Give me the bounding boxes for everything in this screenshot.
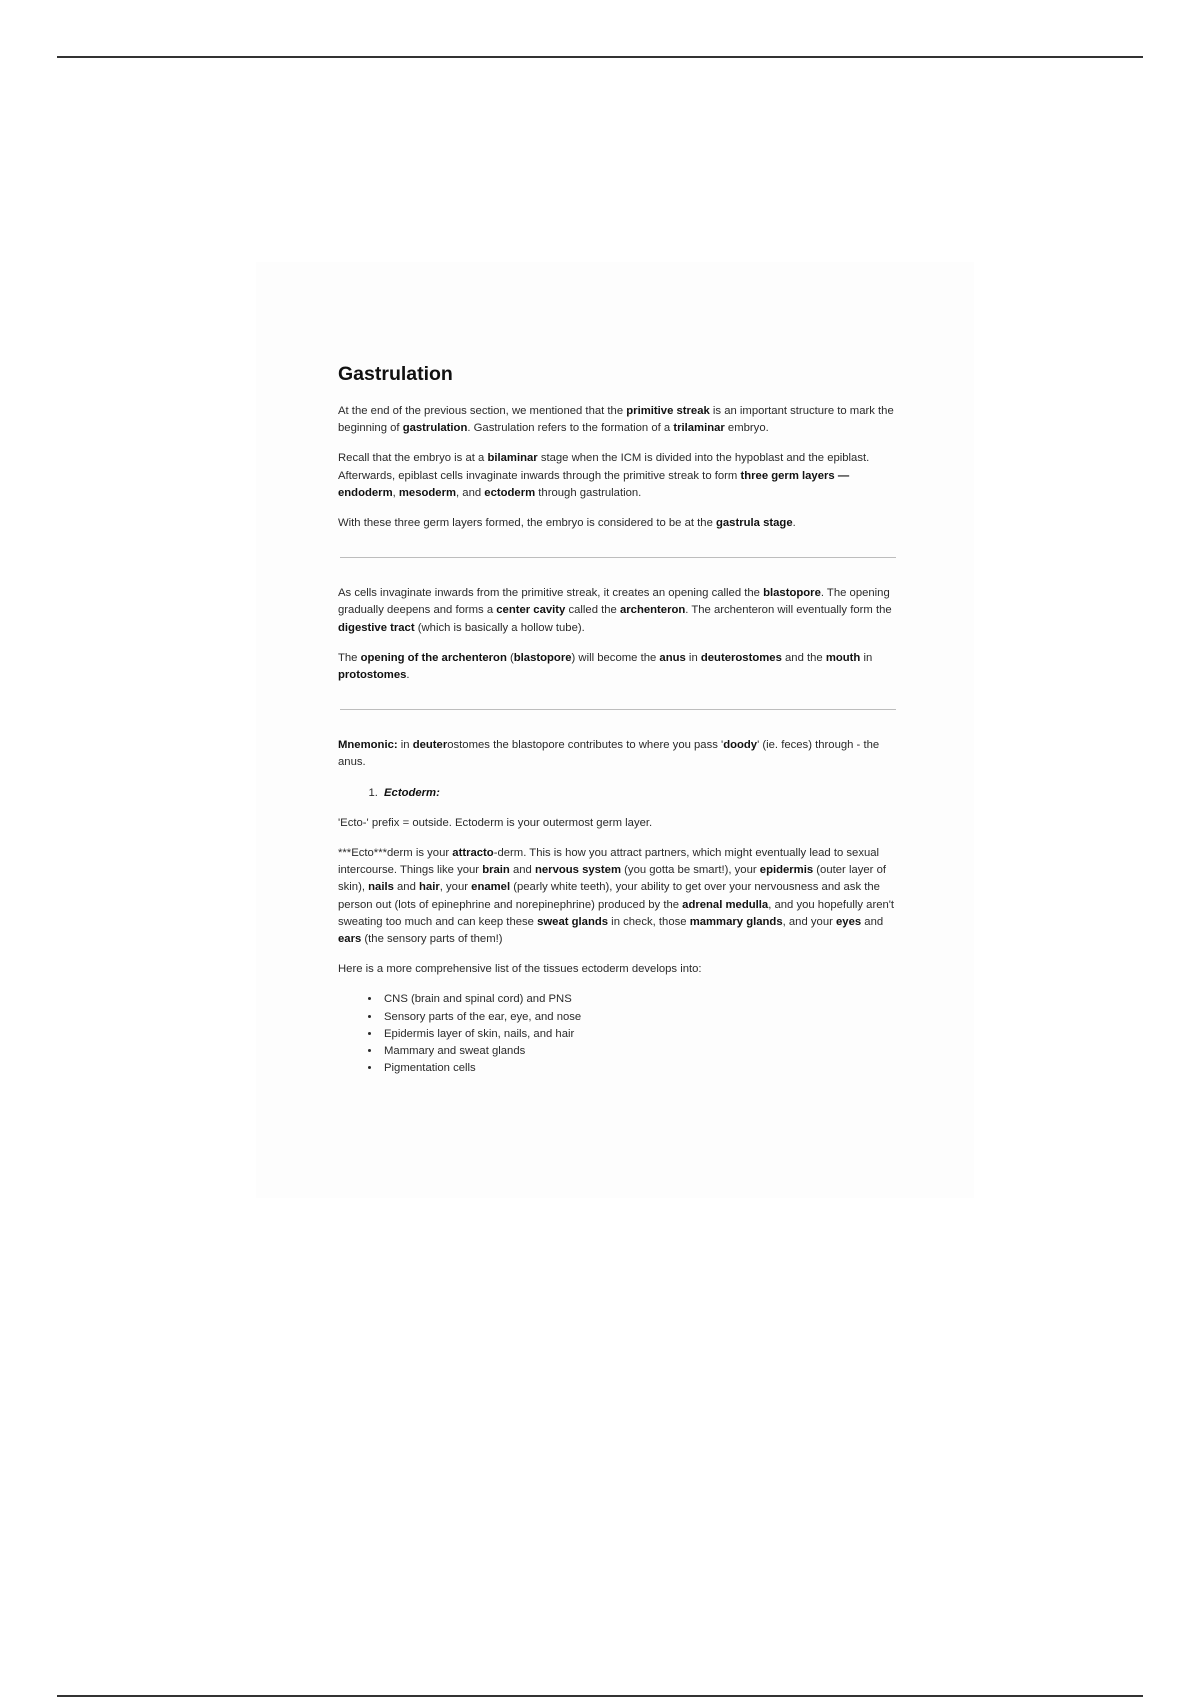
bold-term: ectoderm bbox=[484, 486, 536, 499]
bold-term: blastopore bbox=[513, 651, 572, 664]
bold-term: digestive tract bbox=[338, 621, 415, 634]
bold-term: deuter bbox=[412, 739, 448, 752]
text-run: The bbox=[338, 651, 361, 664]
bold-term: deuterostomes bbox=[700, 651, 782, 664]
text-run: . bbox=[406, 669, 410, 682]
text-run: in bbox=[860, 651, 873, 664]
paragraph-blastopore bbox=[338, 585, 898, 637]
bold-term: gastrula stage bbox=[716, 517, 793, 530]
text-run: ' (ie. feces) through - the anus. bbox=[338, 739, 880, 769]
list-item bbox=[381, 785, 898, 802]
list-item: • Pigmentation cells bbox=[381, 1060, 898, 1077]
list-item: • Epidermis layer of skin, nails, and hair bbox=[381, 1026, 898, 1043]
paragraph-attracto-derm bbox=[338, 845, 898, 948]
bold-term: mouth bbox=[825, 651, 861, 664]
bold-term: protostomes bbox=[338, 669, 407, 682]
text-run: At the end of the previous section, we mentioned that the bbox=[338, 405, 627, 417]
bold-term: mesoderm bbox=[398, 486, 457, 499]
text-run: and bbox=[861, 915, 884, 928]
bold-term: brain bbox=[482, 864, 510, 877]
page-title: Gastrulation bbox=[338, 363, 453, 385]
text-run: -derm. This is how you attract partners, which might eventually lead to sexual intercourse. Things like your bbox=[338, 847, 880, 877]
list-heading-ectoderm: Ectoderm: bbox=[384, 786, 440, 799]
text-run: and bbox=[509, 864, 535, 877]
bottom-rule bbox=[57, 1695, 1143, 1697]
bold-term: attracto bbox=[452, 847, 494, 860]
page-image bbox=[256, 262, 974, 1198]
bold-term: adrenal medulla bbox=[682, 898, 769, 911]
bold-term: mammary glands bbox=[689, 915, 783, 928]
text-run: . The opening gradually deepens and forms a bbox=[338, 587, 890, 617]
text-run: . bbox=[792, 517, 796, 530]
bold-term: archenteron bbox=[619, 604, 686, 617]
paragraph-gastrula-stage bbox=[338, 515, 898, 532]
text-run: . Gastrulation refers to the formation of a bbox=[467, 422, 674, 435]
text-run: ostomes the blastopore contributes to where you pass ' bbox=[447, 739, 724, 752]
paragraph-mnemonic bbox=[338, 737, 898, 771]
paragraph-tissue-list-intro: Here is a more comprehensive list of the tissues ectoderm develops into: bbox=[338, 963, 702, 976]
bold-term: three germ layers — endoderm bbox=[338, 469, 850, 499]
text-run: stage when the ICM is divided into the hypoblast and the epiblast. Afterwards, epiblast cells invaginate inwards through the primitive streak to form bbox=[338, 452, 870, 482]
text-run: through gastrulation. bbox=[535, 486, 642, 499]
text-run: called the bbox=[565, 604, 620, 617]
text-run: ) will become the bbox=[571, 651, 660, 664]
text-run: With these three germ layers formed, the embryo is considered to be at the bbox=[338, 517, 716, 530]
list-item: • Mammary and sweat glands bbox=[381, 1043, 898, 1060]
text-run: As cells invaginate inwards from the primitive streak, it creates an opening called the bbox=[338, 587, 764, 600]
text-run: ( bbox=[506, 651, 514, 664]
bold-term: center cavity bbox=[496, 604, 566, 617]
text-run: and bbox=[393, 881, 420, 894]
text-run: (which is basically a hollow tube). bbox=[414, 621, 585, 634]
text-run: (pearly white teeth), your ability to get over your nervousness and ask the person out (lots of epinephrine and norepinephrine) produced by the bbox=[338, 881, 880, 911]
bold-term: nails bbox=[368, 881, 394, 894]
text-run: and the bbox=[781, 651, 826, 664]
text-run: , and bbox=[456, 486, 485, 499]
text-run: ***Ecto***derm is your bbox=[338, 847, 453, 860]
list-item: • Sensory parts of the ear, eye, and nose bbox=[381, 1009, 898, 1026]
bold-term: blastopore bbox=[763, 587, 821, 600]
bold-term: eyes bbox=[836, 915, 862, 928]
text-run: embryo. bbox=[724, 422, 769, 435]
list-item: • CNS (brain and spinal cord) and PNS bbox=[381, 991, 898, 1008]
bold-term: epidermis bbox=[759, 864, 814, 877]
bold-term: Mnemonic: bbox=[338, 739, 398, 752]
text-run: in bbox=[685, 651, 701, 664]
paragraph-intro bbox=[338, 403, 898, 437]
paragraph-germ-layers bbox=[338, 450, 898, 502]
bold-term: ears bbox=[338, 933, 362, 946]
paragraph-archenteron-opening bbox=[338, 650, 898, 684]
numbered-list bbox=[338, 785, 898, 802]
bold-term: sweat glands bbox=[537, 915, 609, 928]
document-content bbox=[338, 362, 898, 1077]
bold-term: gastrulation bbox=[402, 422, 468, 435]
text-run: . The archenteron will eventually form the bbox=[685, 604, 892, 617]
paragraph-ecto-prefix: 'Ecto-' prefix = outside. Ectoderm is your outermost germ layer. bbox=[338, 816, 653, 829]
bold-term: enamel bbox=[471, 881, 511, 894]
text-run: in check, those bbox=[608, 915, 690, 928]
text-run: Recall that the embryo is at a bbox=[338, 452, 488, 465]
text-run: , your bbox=[439, 881, 472, 894]
text-run: , and you hopefully aren't sweating too much and can keep these bbox=[338, 898, 895, 928]
bold-term: anus bbox=[659, 651, 686, 664]
section-divider bbox=[340, 557, 896, 558]
tissue-list bbox=[338, 991, 898, 1077]
bold-term: trilaminar bbox=[673, 422, 725, 435]
text-run: , bbox=[392, 486, 399, 499]
text-run: in bbox=[397, 739, 413, 752]
bold-term: doody bbox=[723, 739, 758, 752]
bold-term: hair bbox=[419, 881, 440, 894]
top-rule bbox=[57, 56, 1143, 58]
text-run: , and your bbox=[782, 915, 837, 928]
text-run: (outer layer of skin), bbox=[338, 864, 886, 894]
text-run: (the sensory parts of them!) bbox=[361, 933, 503, 946]
bold-term: nervous system bbox=[534, 864, 622, 877]
bold-term: primitive streak bbox=[626, 405, 710, 417]
text-run: (you gotta be smart!), your bbox=[621, 864, 760, 877]
bold-term: opening of the archenteron bbox=[360, 651, 507, 664]
section-divider bbox=[340, 709, 896, 710]
text-run: is an important structure to mark the beginning of bbox=[338, 405, 894, 435]
bold-term: bilaminar bbox=[487, 452, 538, 465]
